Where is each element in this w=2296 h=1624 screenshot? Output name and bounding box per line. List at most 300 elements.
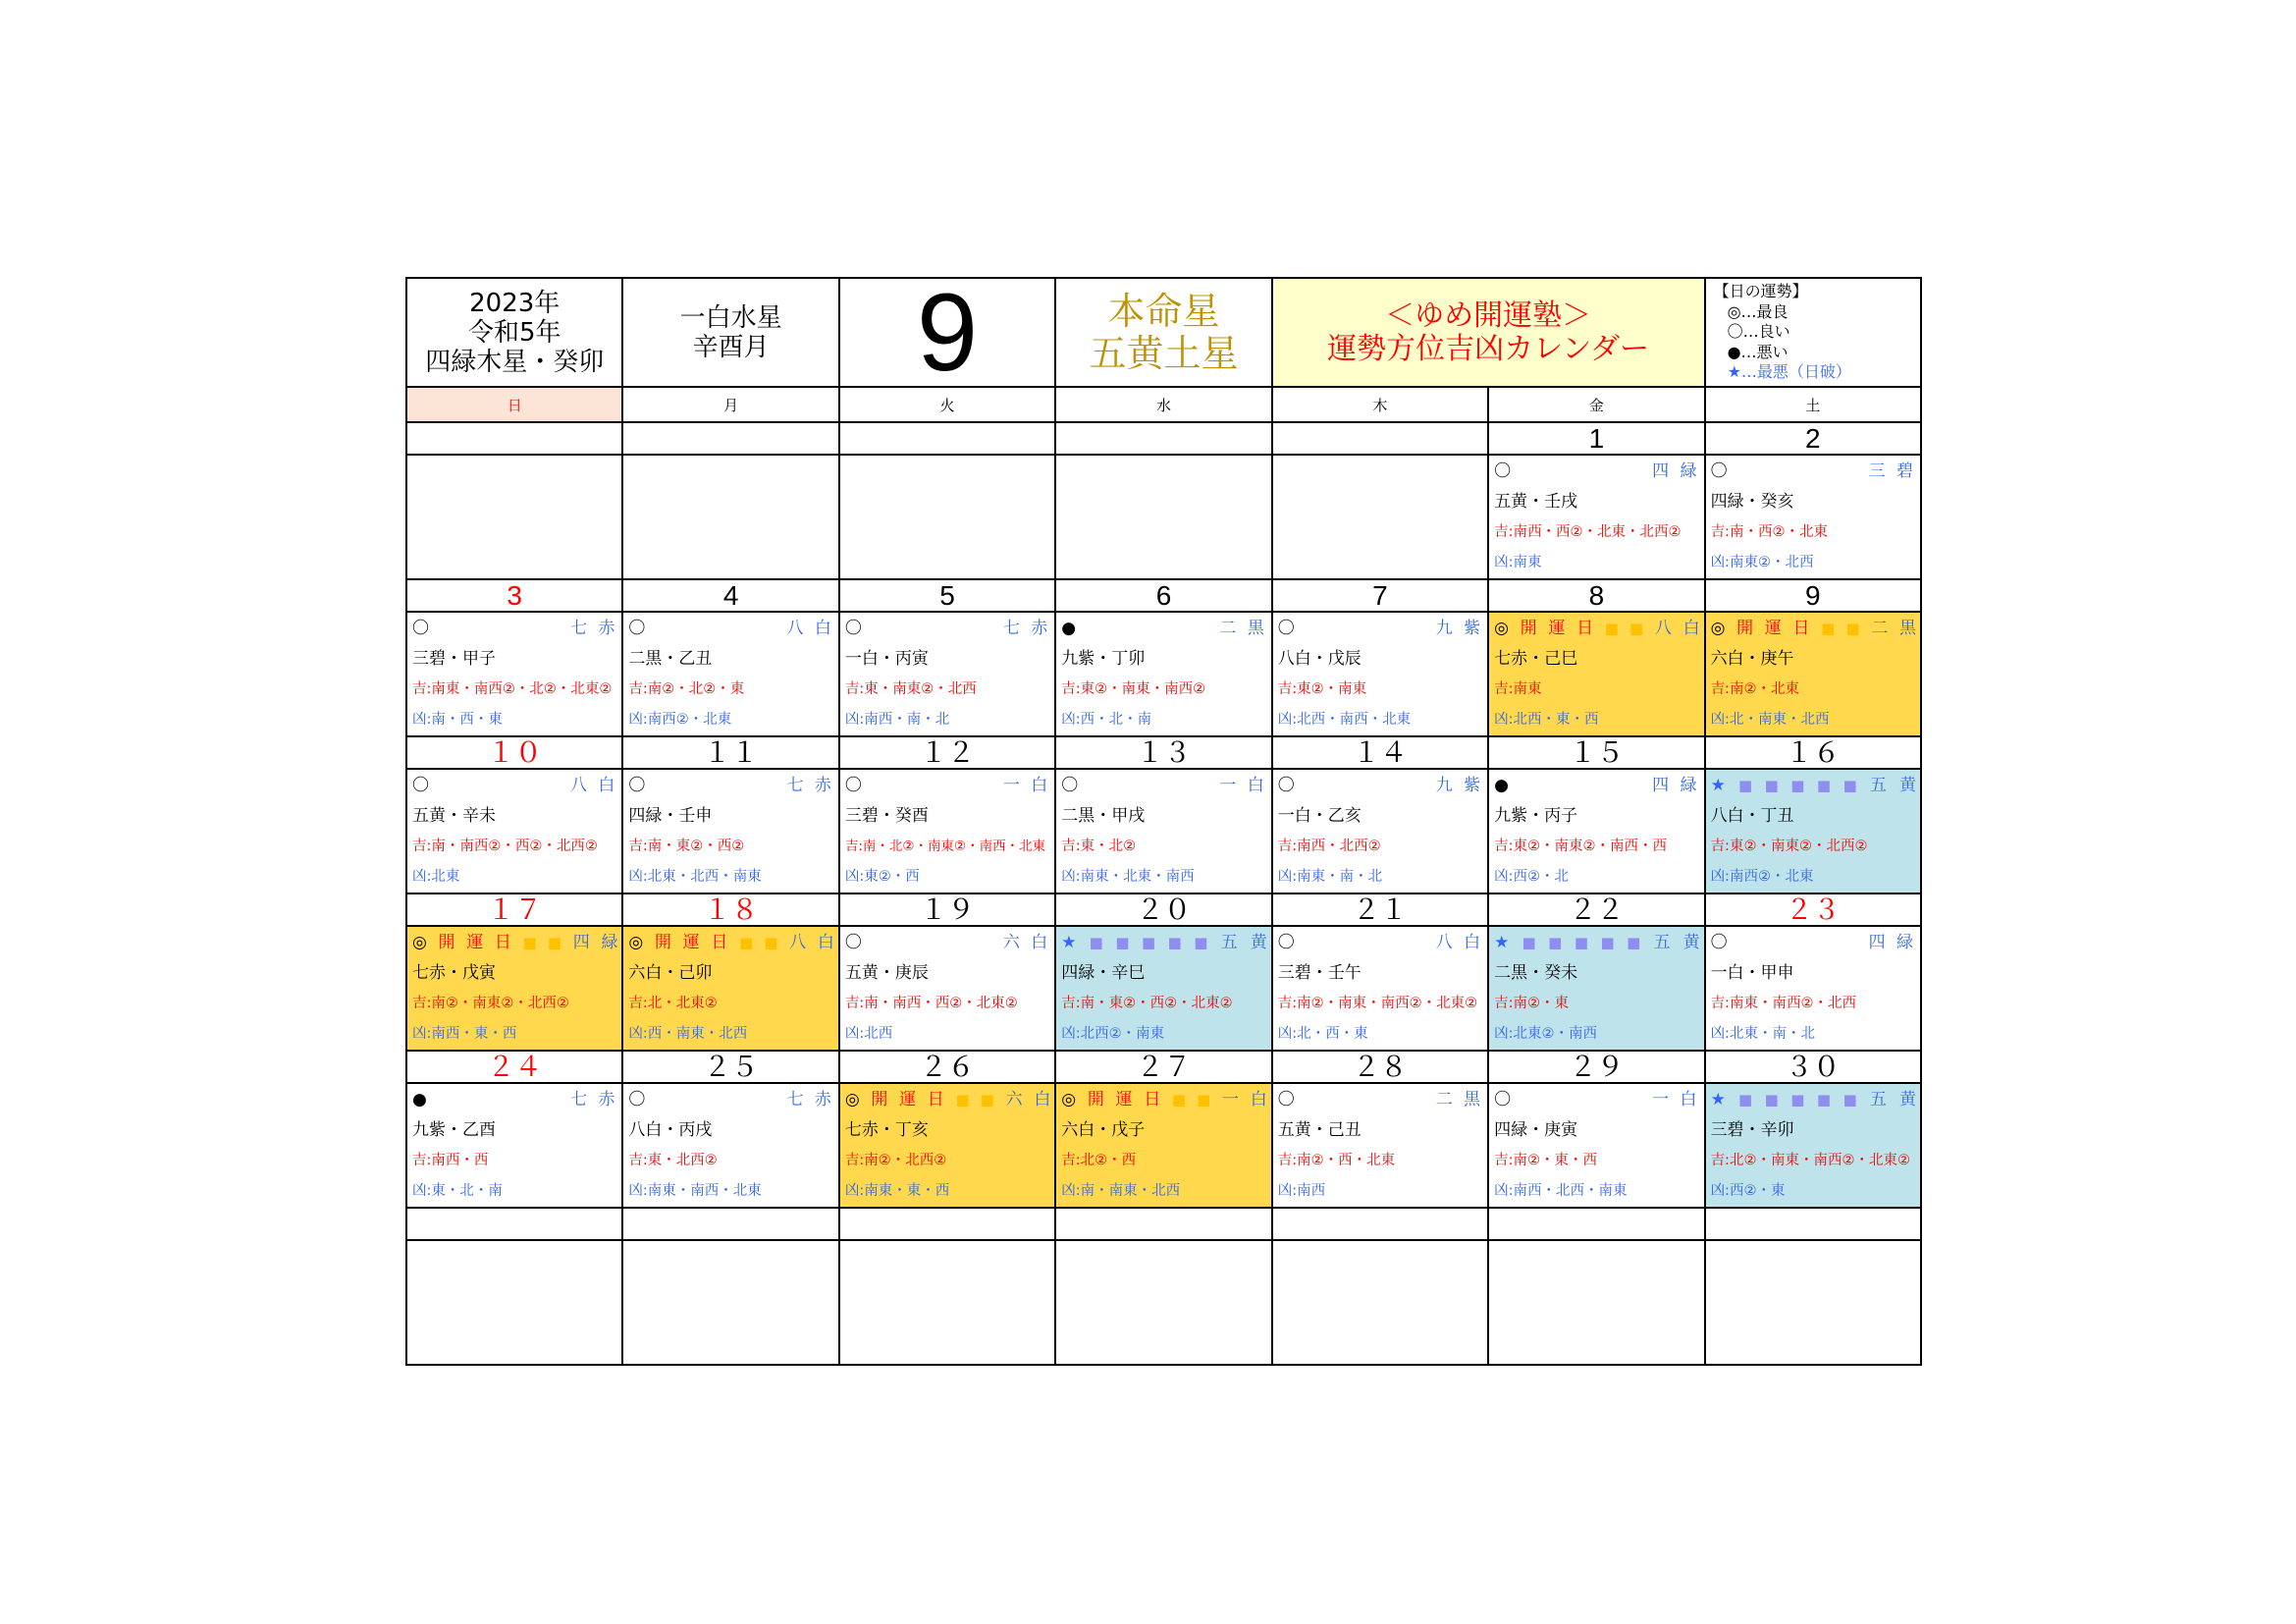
day-cell	[840, 927, 1054, 1050]
fortune-line	[1061, 1086, 1266, 1113]
day-cell	[1273, 927, 1487, 1050]
day-kyusei-eto: 二黒・甲戌	[1061, 806, 1146, 827]
circle-icon: 〇	[1710, 461, 1728, 482]
day-cell	[1056, 1084, 1270, 1207]
day-kyusei-eto: 一白・乙亥	[1277, 806, 1362, 827]
circle-icon: 〇	[844, 776, 862, 796]
date-cell: ２６	[840, 1052, 1054, 1082]
empty-day-cell	[1706, 1241, 1920, 1364]
unlucky-directions: 凶:南東・南西・北東	[628, 1182, 762, 1199]
fortune-line	[1494, 929, 1699, 956]
honmei-star-info	[1056, 279, 1270, 386]
fortune-line	[1278, 615, 1483, 642]
day-kyusei-eto: 八白・丙戌	[628, 1120, 713, 1141]
kaiun-day-label: 開 運 日	[871, 1090, 947, 1110]
day-kyusei-eto: 三碧・壬午	[1277, 963, 1362, 984]
fortune-line	[1494, 1086, 1699, 1113]
empty-date-cell	[407, 1209, 621, 1239]
circle-icon: 〇	[1277, 776, 1295, 796]
square-marks-icon: ■ ■	[739, 934, 781, 952]
lucky-directions: 吉:東②・南東・南西②	[1061, 680, 1206, 697]
star-icon: ★	[1710, 1090, 1730, 1110]
day-cell	[1706, 1084, 1920, 1207]
unlucky-directions: 凶:東・北・南	[412, 1182, 503, 1199]
honmei-star: 五黄土星	[1089, 331, 1239, 375]
weekday-label: 土	[1706, 388, 1920, 421]
honmei-label: 本命星	[1107, 289, 1220, 333]
legend-title: 【日の運勢】	[1713, 282, 1808, 301]
day-star: 七 赤	[786, 776, 834, 796]
day-kyusei-eto: 二黒・癸未	[1494, 963, 1578, 984]
square-marks-icon: ■ ■	[955, 1091, 998, 1110]
day-cell	[1706, 770, 1920, 893]
weekday-label: 日	[407, 388, 621, 421]
circle-icon: 〇	[412, 619, 429, 639]
double-circle-icon: ◎	[628, 933, 647, 953]
empty-date-cell	[1273, 423, 1487, 454]
date-cell: ２０	[1056, 894, 1270, 925]
unlucky-directions: 凶:南・西・東	[412, 711, 503, 728]
fortune-line	[628, 929, 833, 956]
double-circle-icon: ◎	[1061, 1090, 1080, 1110]
square-marks-icon: ■ ■	[1604, 620, 1647, 638]
fortune-line	[628, 615, 833, 642]
day-kyusei-eto: 五黄・壬戌	[1494, 492, 1578, 513]
unlucky-directions: 凶:南西②・北東	[628, 711, 732, 728]
empty-day-cell	[1056, 1241, 1270, 1364]
empty-date-cell	[1489, 1209, 1703, 1239]
day-star: 六 白	[1005, 1090, 1051, 1110]
date-cell: ２５	[623, 1052, 837, 1082]
empty-date-cell	[1273, 1209, 1487, 1239]
lucky-directions: 吉:東②・南東②・北西②	[1710, 838, 1868, 854]
day-star: 五 黄	[1220, 933, 1267, 953]
day-cell	[623, 1084, 837, 1207]
lucky-directions: 吉:南西・西	[412, 1152, 489, 1168]
lucky-directions: 吉:南②・西・北東	[1277, 1152, 1396, 1168]
lucky-directions: 吉:南西・西②・北東・北西②	[1494, 523, 1682, 540]
unlucky-directions: 凶:北西・東・西	[1494, 711, 1599, 728]
date-cell: ２９	[1489, 1052, 1703, 1082]
day-cell	[1489, 1084, 1703, 1207]
date-cell: １５	[1489, 737, 1703, 768]
fortune-line	[1061, 772, 1266, 799]
empty-date-cell	[1056, 1209, 1270, 1239]
lucky-directions: 吉:東②・南東②・南西・西	[1494, 838, 1668, 854]
unlucky-directions: 凶:西・南東・北西	[628, 1025, 748, 1042]
fortune-line	[412, 772, 617, 799]
star-icon: ★	[1061, 933, 1081, 953]
day-kyusei-eto: 三碧・辛卯	[1710, 1120, 1794, 1141]
square-marks-icon: ■ ■	[1821, 620, 1863, 638]
weekday-label: 火	[840, 388, 1054, 421]
month-star-label: 一白水星	[679, 302, 782, 333]
circle-icon: 〇	[628, 1090, 646, 1110]
unlucky-directions: 凶:西②・東	[1710, 1182, 1786, 1199]
day-kyusei-eto: 七赤・己巳	[1494, 649, 1578, 670]
date-cell: １７	[407, 894, 621, 925]
kaiun-day-label: 開 運 日	[438, 933, 515, 953]
date-cell: 1	[1489, 423, 1703, 454]
kaiun-day-label: 開 運 日	[1087, 1090, 1164, 1110]
day-cell	[407, 770, 621, 893]
double-circle-icon: ◎	[844, 1090, 863, 1110]
double-circle-icon: ◎	[412, 933, 430, 953]
day-star: 四 緑	[1868, 933, 1916, 953]
kaiun-day-label: 開 運 日	[1520, 619, 1597, 639]
unlucky-directions: 凶:南東・南・北	[1277, 868, 1383, 885]
empty-day-cell	[407, 456, 621, 578]
day-star: 一 白	[1652, 1090, 1700, 1110]
day-star: 五 黄	[1869, 1090, 1916, 1110]
fortune-line	[412, 615, 617, 642]
day-star: 四 緑	[572, 933, 618, 953]
day-kyusei-eto: 二黒・乙丑	[628, 649, 713, 670]
unlucky-directions: 凶:北西	[844, 1025, 893, 1042]
day-kyusei-eto: 三碧・甲子	[412, 649, 496, 670]
day-cell	[1489, 456, 1703, 578]
day-star: 一 白	[1222, 1090, 1267, 1110]
fortune-line	[1494, 772, 1699, 799]
day-cell	[1273, 1084, 1487, 1207]
fortune-line	[412, 929, 617, 956]
fortune-line	[1278, 772, 1483, 799]
fortune-line	[845, 929, 1050, 956]
day-kyusei-eto: 一白・丙寅	[844, 649, 929, 670]
lucky-directions: 吉:南②・東・西	[1494, 1152, 1598, 1168]
empty-day-cell	[840, 1241, 1054, 1364]
day-cell	[623, 613, 837, 735]
empty-day-cell	[1489, 1241, 1703, 1364]
weekday-label: 木	[1273, 388, 1487, 421]
day-star: 一 白	[1002, 776, 1051, 796]
empty-day-cell	[1273, 456, 1487, 578]
day-cell	[1706, 456, 1920, 578]
day-cell	[1056, 613, 1270, 735]
day-cell	[407, 613, 621, 735]
unlucky-directions: 凶:北・南東・北西	[1710, 711, 1830, 728]
title-line-1: ＜ゆめ開運塾＞	[1385, 298, 1592, 333]
unlucky-directions: 凶:南東②・北西	[1710, 554, 1814, 570]
day-kyusei-eto: 八白・戊辰	[1277, 649, 1362, 670]
lucky-directions: 吉:東②・南東	[1277, 680, 1367, 697]
date-cell: 8	[1489, 580, 1703, 611]
title-line-2: 運勢方位吉凶カレンダー	[1327, 331, 1650, 366]
lucky-directions: 吉:南②・北②・東	[628, 680, 745, 697]
empty-date-cell	[840, 1209, 1054, 1239]
unlucky-directions: 凶:南西・北西・南東	[1494, 1182, 1628, 1199]
lucky-directions: 吉:南②・南東・南西②・北東②	[1277, 995, 1478, 1011]
day-cell	[407, 927, 621, 1050]
day-star: 八 白	[570, 776, 618, 796]
square-marks-icon: ■ ■ ■ ■ ■	[1089, 934, 1212, 952]
day-kyusei-eto: 五黄・庚辰	[844, 963, 929, 984]
lucky-directions: 吉:南・南西・西②・北東②	[844, 995, 1018, 1011]
lucky-directions: 吉:南②・北東	[1710, 680, 1799, 697]
day-star: 八 白	[1435, 933, 1484, 953]
star-icon: ★	[1710, 776, 1730, 796]
calendar-grid	[405, 277, 1922, 1366]
day-star: 五 黄	[1653, 933, 1700, 953]
unlucky-directions: 凶:南西・東・西	[412, 1025, 517, 1042]
day-cell	[1056, 770, 1270, 893]
unlucky-directions: 凶:北東②・南西	[1494, 1025, 1598, 1042]
legend-item-good: 〇…良い	[1727, 322, 1790, 342]
day-star: 一 白	[1219, 776, 1267, 796]
day-kyusei-eto: 八白・丁丑	[1710, 806, 1794, 827]
circle-icon: 〇	[1710, 933, 1728, 953]
fortune-line	[1711, 929, 1916, 956]
lucky-directions: 吉:南・西②・北東	[1710, 523, 1828, 540]
fortune-line	[1061, 615, 1266, 642]
date-cell: １１	[623, 737, 837, 768]
day-kyusei-eto: 五黄・己丑	[1277, 1120, 1362, 1141]
lucky-directions: 吉:東・南東②・北西	[844, 680, 977, 697]
fortune-line	[1494, 615, 1699, 642]
unlucky-directions: 凶:南西	[1277, 1182, 1326, 1199]
calendar-title	[1273, 279, 1704, 386]
circle-icon: 〇	[1277, 619, 1295, 639]
day-kyusei-eto: 一白・甲申	[1710, 963, 1794, 984]
fortune-line	[1494, 458, 1699, 485]
unlucky-directions: 凶:北西・南西・北東	[1277, 711, 1412, 728]
date-cell: ２２	[1489, 894, 1703, 925]
lucky-directions: 吉:南②・南東②・北西②	[412, 995, 569, 1011]
month-number: 9	[840, 279, 1054, 386]
day-cell	[1489, 613, 1703, 735]
double-circle-icon: ◎	[1494, 619, 1513, 639]
legend	[1706, 279, 1920, 386]
circle-icon: 〇	[844, 619, 862, 639]
unlucky-directions: 凶:南東	[1494, 554, 1542, 570]
day-star: 二 黒	[1219, 619, 1267, 639]
day-star: 七 赤	[1002, 619, 1051, 639]
day-kyusei-eto: 四緑・庚寅	[1494, 1120, 1578, 1141]
day-cell	[1489, 770, 1703, 893]
fortune-line	[1711, 772, 1916, 799]
day-star: 九 紫	[1435, 776, 1484, 796]
date-cell: 5	[840, 580, 1054, 611]
date-cell: 4	[623, 580, 837, 611]
unlucky-directions: 凶:北・西・東	[1277, 1025, 1368, 1042]
day-kyusei-eto: 五黄・辛未	[412, 806, 496, 827]
empty-date-cell	[840, 423, 1054, 454]
day-kyusei-eto: 六白・戊子	[1061, 1120, 1146, 1141]
era-label: 令和5年	[467, 317, 561, 348]
lucky-directions: 吉:南・東②・西②・北東②	[1061, 995, 1233, 1011]
day-cell	[1706, 927, 1920, 1050]
day-star: 四 緑	[1652, 776, 1700, 796]
empty-date-cell	[1056, 423, 1270, 454]
square-marks-icon: ■ ■ ■ ■ ■	[1737, 1091, 1861, 1110]
day-kyusei-eto: 四緑・癸亥	[1710, 492, 1794, 513]
day-kyusei-eto: 四緑・壬申	[628, 806, 713, 827]
fortune-line	[1711, 1086, 1916, 1113]
day-kyusei-eto: 九紫・丁卯	[1061, 649, 1146, 670]
fortune-line	[1061, 929, 1266, 956]
circle-icon: 〇	[1494, 1090, 1512, 1110]
empty-day-cell	[1273, 1241, 1487, 1364]
unlucky-directions: 凶:南西②・北東	[1710, 868, 1814, 885]
date-cell: 3	[407, 580, 621, 611]
empty-date-cell	[407, 423, 621, 454]
fortune-line	[1711, 458, 1916, 485]
date-cell: 6	[1056, 580, 1270, 611]
day-cell	[1489, 927, 1703, 1050]
day-cell	[623, 927, 837, 1050]
circle-icon: 〇	[844, 933, 862, 953]
square-marks-icon: ■ ■	[522, 934, 565, 952]
day-star: 八 白	[1654, 619, 1700, 639]
filled-circle-icon: ●	[412, 1090, 427, 1110]
lucky-directions: 吉:南東	[1494, 680, 1542, 697]
day-star: 二 黒	[1435, 1090, 1484, 1110]
legend-item-best: ◎…最良	[1727, 301, 1789, 321]
fortune-line	[1711, 615, 1916, 642]
unlucky-directions: 凶:南東・東・西	[844, 1182, 950, 1199]
unlucky-directions: 凶:南東・北東・南西	[1061, 868, 1195, 885]
day-star: 七 赤	[570, 1090, 618, 1110]
day-star: 六 白	[1002, 933, 1051, 953]
day-star: 二 黒	[1871, 619, 1916, 639]
day-kyusei-eto: 三碧・癸酉	[844, 806, 929, 827]
day-cell	[840, 613, 1054, 735]
lucky-directions: 吉:南・南西②・西②・北西②	[412, 838, 598, 854]
date-cell: ２１	[1273, 894, 1487, 925]
unlucky-directions: 凶:北東・北西・南東	[628, 868, 762, 885]
unlucky-directions: 凶:北西②・南東	[1061, 1025, 1165, 1042]
date-cell: ２３	[1706, 894, 1920, 925]
day-star: 四 緑	[1652, 461, 1700, 482]
empty-day-cell	[623, 456, 837, 578]
fortune-line	[1278, 1086, 1483, 1113]
unlucky-directions: 凶:北東・南・北	[1710, 1025, 1815, 1042]
star-icon: ★	[1494, 933, 1514, 953]
day-cell	[407, 1084, 621, 1207]
date-cell: 2	[1706, 423, 1920, 454]
date-cell: 9	[1706, 580, 1920, 611]
year-star-label: 四緑木星・癸卯	[425, 347, 605, 377]
unlucky-directions: 凶:南・南東・北西	[1061, 1182, 1181, 1199]
day-kyusei-eto: 六白・庚午	[1710, 649, 1794, 670]
month-star-info	[623, 279, 837, 386]
date-cell: １９	[840, 894, 1054, 925]
empty-date-cell	[623, 1209, 837, 1239]
fortune-line	[845, 1086, 1050, 1113]
day-cell	[840, 1084, 1054, 1207]
date-cell: １０	[407, 737, 621, 768]
lucky-directions: 吉:南西・北西②	[1277, 838, 1381, 854]
day-cell	[1706, 613, 1920, 735]
square-marks-icon: ■ ■ ■ ■ ■	[1737, 777, 1861, 795]
kaiun-day-label: 開 運 日	[1736, 619, 1813, 639]
date-cell: 7	[1273, 580, 1487, 611]
day-kyusei-eto: 七赤・戊寅	[412, 963, 496, 984]
day-kyusei-eto: 九紫・乙酉	[412, 1120, 496, 1141]
date-cell: ３０	[1706, 1052, 1920, 1082]
weekday-label: 水	[1056, 388, 1270, 421]
legend-item-worst: ★…最悪（日破）	[1727, 362, 1851, 382]
circle-icon: 〇	[1277, 933, 1295, 953]
legend-item-bad: ●…悪い	[1727, 342, 1789, 361]
lucky-directions: 吉:北②・西	[1061, 1152, 1137, 1168]
circle-icon: 〇	[1277, 1090, 1295, 1110]
date-cell: ２７	[1056, 1052, 1270, 1082]
day-star: 五 黄	[1869, 776, 1916, 796]
unlucky-directions: 凶:東②・西	[844, 868, 920, 885]
day-kyusei-eto: 六白・己卯	[628, 963, 713, 984]
lucky-directions: 吉:南②・北西②	[844, 1152, 947, 1168]
date-cell: １４	[1273, 737, 1487, 768]
empty-day-cell	[623, 1241, 837, 1364]
filled-circle-icon: ●	[1494, 776, 1509, 796]
lucky-directions: 吉:南東・南西②・北西	[1710, 995, 1856, 1011]
day-cell	[840, 770, 1054, 893]
day-star: 八 白	[789, 933, 834, 953]
date-cell: １８	[623, 894, 837, 925]
empty-day-cell	[840, 456, 1054, 578]
date-cell: １６	[1706, 737, 1920, 768]
day-cell	[623, 770, 837, 893]
day-kyusei-eto: 九紫・丙子	[1494, 806, 1578, 827]
date-cell: ２８	[1273, 1052, 1487, 1082]
fortune-line	[845, 615, 1050, 642]
day-kyusei-eto: 七赤・丁亥	[844, 1120, 929, 1141]
unlucky-directions: 凶:南西・南・北	[844, 711, 950, 728]
day-cell	[1273, 613, 1487, 735]
double-circle-icon: ◎	[1710, 619, 1729, 639]
day-cell	[1273, 770, 1487, 893]
date-cell: ２４	[407, 1052, 621, 1082]
fortune-line	[412, 1086, 617, 1113]
fortune-line	[628, 1086, 833, 1113]
weekday-label: 金	[1489, 388, 1703, 421]
month-eto-label: 辛酉月	[692, 332, 770, 362]
day-cell	[1056, 927, 1270, 1050]
unlucky-directions: 凶:北東	[412, 868, 460, 885]
date-cell: １３	[1056, 737, 1270, 768]
filled-circle-icon: ●	[1061, 619, 1077, 639]
kaiun-day-label: 開 運 日	[654, 933, 731, 953]
day-star: 九 紫	[1435, 619, 1484, 639]
circle-icon: 〇	[412, 776, 429, 796]
square-marks-icon: ■ ■	[1171, 1091, 1214, 1110]
empty-day-cell	[407, 1241, 621, 1364]
lucky-directions: 吉:東・北②	[1061, 838, 1137, 854]
fortune-line	[845, 772, 1050, 799]
lucky-directions: 吉:北②・南東・南西②・北東②	[1710, 1152, 1910, 1168]
circle-icon: 〇	[628, 619, 646, 639]
square-marks-icon: ■ ■ ■ ■ ■	[1522, 934, 1645, 952]
day-star: 八 白	[786, 619, 834, 639]
lucky-directions: 吉:南・東②・西②	[628, 838, 745, 854]
empty-date-cell	[1706, 1209, 1920, 1239]
weekday-label: 月	[623, 388, 837, 421]
fortune-line	[1278, 929, 1483, 956]
lucky-directions: 吉:北・北東②	[628, 995, 718, 1011]
circle-icon: 〇	[1494, 461, 1512, 482]
lucky-directions: 吉:東・北西②	[628, 1152, 718, 1168]
fortune-line	[628, 772, 833, 799]
date-cell: １２	[840, 737, 1054, 768]
day-star: 三 碧	[1868, 461, 1916, 482]
unlucky-directions: 凶:西・北・南	[1061, 711, 1152, 728]
day-kyusei-eto: 四緑・辛巳	[1061, 963, 1146, 984]
empty-date-cell	[623, 423, 837, 454]
day-star: 七 赤	[786, 1090, 834, 1110]
year-info	[407, 279, 621, 386]
lucky-directions: 吉:南②・東	[1494, 995, 1570, 1011]
